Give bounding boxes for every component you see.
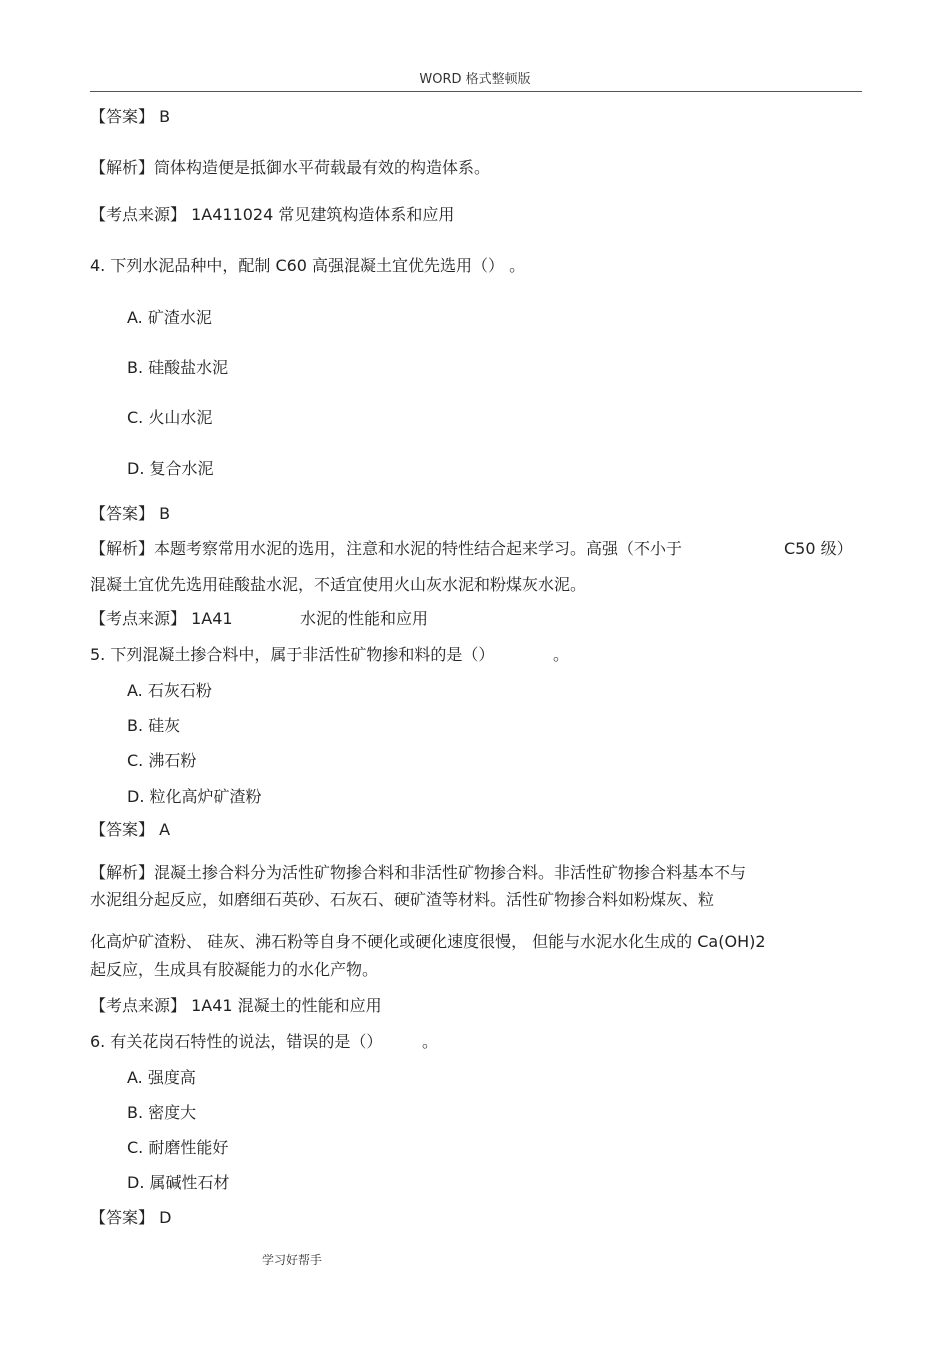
q4-option-d: D. 复合水泥 xyxy=(127,459,214,478)
analysis-5-line2: 水泥组分起反应，如磨细石英砂、石灰石、硬矿渣等材料。活性矿物掺合料如粉煤灰、粒 xyxy=(90,890,715,909)
source-5: 【考点来源】 1A41 混凝土的性能和应用 xyxy=(90,996,382,1015)
source-3: 【考点来源】 1A411024 常见建筑构造体系和应用 xyxy=(90,205,455,224)
analysis-4-line1-end: C50 级） xyxy=(784,539,853,558)
question-6-end: 。 xyxy=(422,1032,439,1051)
page-footer: 学习好帮手 xyxy=(262,1253,323,1267)
question-6: 6. 有关花岗石特性的说法，错误的是（） xyxy=(90,1032,383,1051)
q6-option-d: D. 属碱性石材 xyxy=(127,1173,230,1192)
q6-option-b: B. 密度大 xyxy=(127,1103,197,1122)
q6-option-c: C. 耐磨性能好 xyxy=(127,1138,229,1157)
q4-option-a: A. 矿渣水泥 xyxy=(127,308,212,327)
analysis-4-line2: 混凝土宜优先选用硅酸盐水泥，不适宜使用火山灰水泥和粉煤灰水泥。 xyxy=(90,575,587,594)
question-5-end: 。 xyxy=(553,645,570,664)
analysis-4-line1: 【解析】本题考察常用水泥的选用，注意和水泥的特性结合起来学习。高强（不小于 xyxy=(90,539,683,558)
q6-option-a: A. 强度高 xyxy=(127,1068,196,1087)
header-divider xyxy=(90,91,862,92)
analysis-5-line4: 起反应，生成具有胶凝能力的水化产物。 xyxy=(90,960,379,979)
q5-option-a: A. 石灰石粉 xyxy=(127,681,212,700)
q4-option-b: B. 硅酸盐水泥 xyxy=(127,358,229,377)
analysis-5-line3: 化高炉矿渣粉、 硅灰、沸石粉等自身不硬化或硬化速度很慢， 但能与水泥水化生成的 Ca(OH)2 xyxy=(90,932,766,951)
answer-6: 【答案】 D xyxy=(90,1208,172,1227)
source-4: 【考点来源】 1A41 xyxy=(90,609,233,628)
q5-option-c: C. 沸石粉 xyxy=(127,751,197,770)
q4-option-c: C. 火山水泥 xyxy=(127,408,213,427)
page-header: WORD 格式整顿版 xyxy=(419,72,531,87)
answer-3: 【答案】 B xyxy=(90,107,171,126)
answer-4: 【答案】 B xyxy=(90,504,171,523)
analysis-5-line1: 【解析】混凝土掺合料分为活性矿物掺合料和非活性矿物掺合料。非活性矿物掺合料基本不与 xyxy=(90,863,747,882)
source-4-topic: 水泥的性能和应用 xyxy=(300,609,429,628)
q5-option-d: D. 粒化高炉矿渣粉 xyxy=(127,787,262,806)
question-4: 4. 下列水泥品种中，配制 C60 高强混凝土宜优先选用（） 。 xyxy=(90,256,526,275)
answer-5: 【答案】 A xyxy=(90,820,171,839)
question-5: 5. 下列混凝土掺合料中，属于非活性矿物掺和料的是（） xyxy=(90,645,495,664)
q5-option-b: B. 硅灰 xyxy=(127,716,181,735)
analysis-3: 【解析】筒体构造便是抵御水平荷载最有效的构造体系。 xyxy=(90,158,491,177)
